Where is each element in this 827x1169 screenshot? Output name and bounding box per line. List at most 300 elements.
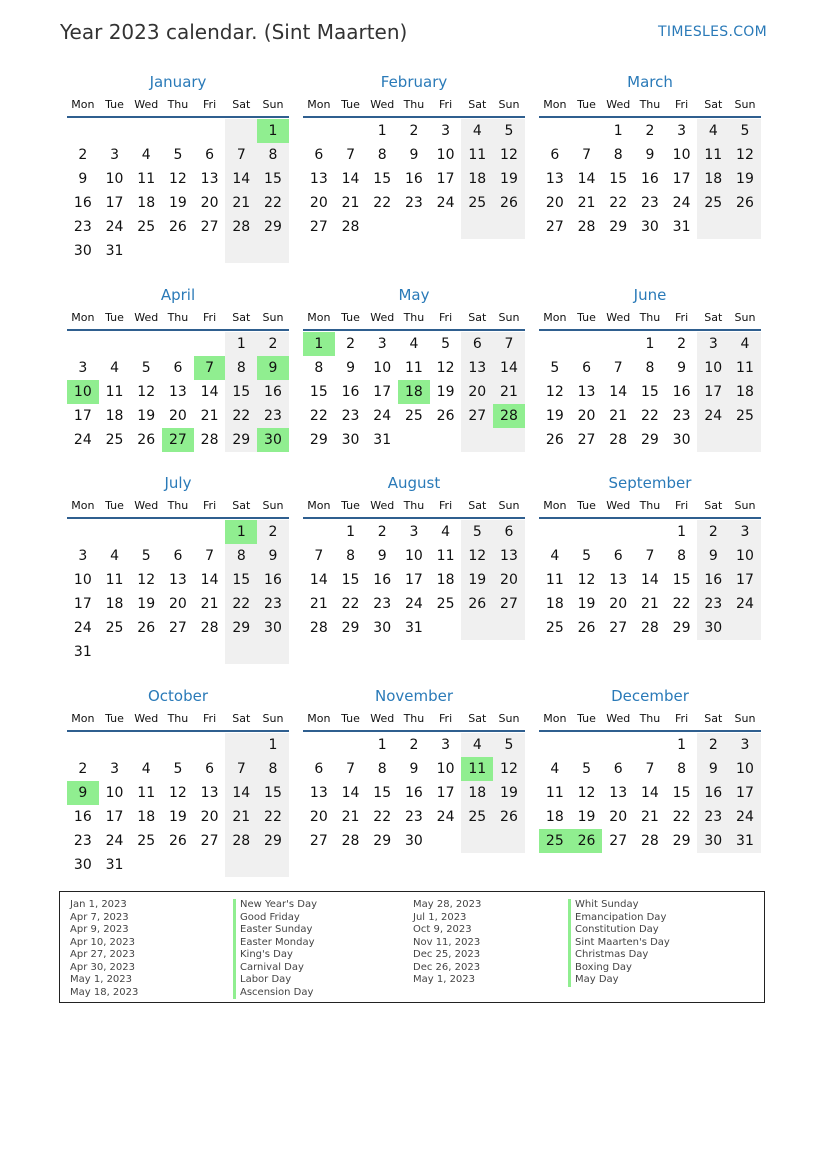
weekday-label: Sun [498, 498, 520, 512]
day-cell: 31 [729, 829, 761, 853]
day-cell: 23 [257, 404, 289, 428]
weekday-label: Wed [370, 498, 395, 512]
holiday-day-cell: 27 [162, 428, 194, 452]
day-cell: 25 [137, 833, 156, 849]
day-cell-empty [130, 239, 162, 263]
day-cell: 8 [257, 757, 289, 781]
header-rule [539, 116, 761, 118]
day-cell: 14 [341, 171, 360, 187]
days-grid [303, 733, 525, 853]
day-cell: 24 [729, 592, 761, 616]
day-cell-empty [130, 853, 162, 877]
day-cell: 26 [137, 432, 156, 448]
day-cell: 7 [205, 548, 215, 564]
weekday-label: Sat [468, 310, 487, 324]
weekday-label: Sun [498, 310, 520, 324]
month-name: March [627, 73, 673, 91]
day-cell: 27 [577, 432, 596, 448]
day-cell: 6 [613, 761, 623, 777]
day-cell: 17 [404, 572, 423, 588]
days-grid [67, 520, 289, 664]
day-cell: 7 [346, 761, 355, 777]
day-cell: 5 [582, 548, 591, 564]
weekday-label: Mon [307, 310, 331, 324]
holiday-day-cell: 1 [303, 332, 335, 356]
day-cell-empty [162, 520, 194, 544]
holiday-day-cell: 26 [571, 829, 603, 853]
day-cell: 5 [441, 336, 451, 352]
header-rule [303, 730, 525, 732]
day-cell: 28 [341, 219, 360, 235]
holiday-legend [59, 891, 765, 1003]
day-cell: 29 [341, 620, 360, 636]
day-cell: 9 [346, 360, 355, 376]
day-cell: 6 [173, 360, 183, 376]
day-cell: 14 [640, 572, 659, 588]
holiday-day-cell: 9 [257, 356, 289, 380]
weekday-label: Wed [370, 97, 395, 111]
day-cell: 4 [729, 332, 761, 356]
day-cell-empty [335, 733, 367, 757]
day-cell: 26 [168, 833, 187, 849]
weekday-label: Thu [403, 97, 425, 111]
holiday-date: Nov 11, 2023 [413, 936, 481, 948]
day-cell: 4 [461, 119, 493, 143]
day-cell: 6 [613, 548, 623, 564]
weekday-label: Fri [675, 310, 689, 324]
day-cell: 26 [461, 592, 493, 616]
weekday-label: Sat [232, 310, 251, 324]
weekday-label: Tue [577, 711, 596, 725]
day-cell: 4 [550, 548, 560, 564]
day-cell-empty [335, 119, 367, 143]
day-cell: 30 [404, 833, 423, 849]
day-cell-empty [257, 640, 289, 664]
day-cell-empty [461, 215, 493, 239]
day-cell: 11 [137, 785, 156, 801]
month-june [539, 285, 761, 452]
day-cell: 30 [73, 243, 92, 259]
day-cell: 30 [640, 219, 659, 235]
days-grid [67, 119, 289, 263]
days-grid [303, 119, 525, 239]
weekday-label: Mon [307, 711, 331, 725]
day-cell: 15 [373, 171, 392, 187]
day-cell: 16 [73, 809, 92, 825]
day-cell-empty [99, 733, 131, 757]
day-cell: 15 [640, 384, 659, 400]
day-cell: 23 [257, 592, 289, 616]
day-cell: 17 [373, 384, 392, 400]
day-cell: 5 [173, 761, 183, 777]
day-cell: 1 [645, 336, 655, 352]
month-august [303, 473, 525, 640]
day-cell-empty [571, 332, 603, 356]
day-cell: 19 [436, 384, 455, 400]
holiday-date: Dec 26, 2023 [413, 961, 481, 973]
day-cell: 28 [341, 833, 360, 849]
day-cell: 2 [409, 737, 419, 753]
weekday-label: Wed [134, 310, 159, 324]
weekday-label: Thu [639, 310, 661, 324]
holiday-day-cell: 28 [493, 404, 525, 428]
day-cell-empty [194, 640, 226, 664]
day-cell: 17 [729, 568, 761, 592]
day-cell: 3 [729, 520, 761, 544]
weekday-label: Thu [403, 711, 425, 725]
days-grid [539, 332, 761, 452]
header-rule [67, 116, 289, 118]
day-cell: 11 [545, 572, 564, 588]
day-cell: 4 [409, 336, 419, 352]
day-cell: 9 [409, 147, 419, 163]
day-cell: 24 [404, 596, 423, 612]
day-cell: 16 [404, 171, 423, 187]
holiday-name: Easter Monday [233, 937, 317, 950]
day-cell: 27 [609, 833, 628, 849]
day-cell: 21 [609, 408, 628, 424]
day-cell: 25 [105, 620, 124, 636]
day-cell: 16 [697, 568, 729, 592]
weekday-label: Wed [370, 310, 395, 324]
day-cell: 24 [729, 805, 761, 829]
holiday-date: Apr 10, 2023 [70, 936, 136, 948]
weekday-label: Sat [468, 498, 487, 512]
day-cell-empty [225, 733, 257, 757]
day-cell: 12 [436, 360, 455, 376]
day-cell: 11 [137, 171, 156, 187]
day-cell: 13 [168, 384, 187, 400]
day-cell: 7 [582, 147, 591, 163]
day-cell: 8 [225, 356, 257, 380]
day-cell: 11 [545, 785, 564, 801]
day-cell: 21 [200, 596, 219, 612]
day-cell: 22 [373, 195, 392, 211]
day-cell: 2 [346, 336, 355, 352]
day-cell-empty [697, 215, 729, 239]
day-cell: 4 [110, 360, 119, 376]
day-cell: 20 [609, 809, 628, 825]
weekday-header [303, 92, 525, 116]
day-cell: 21 [640, 809, 659, 825]
day-cell: 16 [640, 171, 659, 187]
day-cell: 3 [78, 548, 88, 564]
month-name: November [374, 687, 454, 705]
weekday-label: Mon [307, 498, 331, 512]
holiday-date: Oct 9, 2023 [413, 924, 472, 935]
day-cell-empty [194, 119, 226, 143]
day-cell: 26 [493, 191, 525, 215]
day-cell: 16 [404, 785, 423, 801]
day-cell: 8 [257, 143, 289, 167]
legend-dates-col-2 [413, 899, 481, 987]
day-cell: 7 [314, 548, 324, 564]
day-cell: 5 [493, 733, 525, 757]
day-cell: 10 [436, 761, 455, 777]
day-cell-empty [257, 853, 289, 877]
day-cell-empty [461, 829, 493, 853]
day-cell-empty [130, 119, 162, 143]
day-cell-empty [539, 520, 571, 544]
day-cell: 13 [577, 384, 596, 400]
day-cell: 2 [257, 332, 289, 356]
day-cell: 6 [582, 360, 591, 376]
day-cell: 15 [225, 568, 257, 592]
day-cell: 15 [672, 785, 691, 801]
day-cell-empty [162, 640, 194, 664]
day-cell: 26 [436, 408, 455, 424]
weekday-label: Tue [577, 498, 596, 512]
day-cell: 14 [200, 384, 219, 400]
weekday-label: Tue [341, 498, 360, 512]
legend-names-col-2 [568, 899, 670, 987]
day-cell-empty [162, 332, 194, 356]
day-cell: 12 [545, 384, 564, 400]
day-cell: 19 [493, 781, 525, 805]
day-cell-empty [162, 853, 194, 877]
day-cell: 28 [640, 620, 659, 636]
holiday-date: May 28, 2023 [413, 899, 482, 910]
holiday-name: Boxing Day [568, 962, 670, 975]
day-cell: 22 [225, 592, 257, 616]
day-cell: 7 [493, 332, 525, 356]
day-cell: 11 [697, 143, 729, 167]
day-cell: 24 [672, 195, 691, 211]
weekday-label: Mon [71, 97, 95, 111]
header-rule [303, 517, 525, 519]
day-cell: 2 [78, 147, 88, 163]
day-cell-empty [162, 119, 194, 143]
month-april [67, 285, 289, 452]
days-grid [303, 520, 525, 640]
day-cell: 5 [141, 360, 151, 376]
day-cell-empty [99, 332, 131, 356]
day-cell: 22 [672, 809, 691, 825]
day-cell-empty [225, 119, 257, 143]
day-cell-empty [493, 215, 525, 239]
day-cell: 27 [200, 833, 219, 849]
weekday-label: Sat [704, 310, 723, 324]
holiday-day-cell: 7 [194, 356, 226, 380]
day-cell: 10 [729, 544, 761, 568]
day-cell: 25 [545, 620, 564, 636]
day-cell: 30 [697, 616, 729, 640]
holiday-day-cell: 25 [539, 829, 571, 853]
day-cell: 10 [73, 572, 92, 588]
weekday-label: Sat [232, 711, 251, 725]
day-cell: 25 [137, 219, 156, 235]
day-cell: 21 [225, 805, 257, 829]
day-cell: 22 [257, 805, 289, 829]
day-cell: 14 [609, 384, 628, 400]
weekday-label: Fri [203, 711, 217, 725]
day-cell: 22 [640, 408, 659, 424]
holiday-date: Apr 27, 2023 [70, 949, 136, 960]
weekday-label: Fri [439, 310, 453, 324]
holiday-day-cell: 1 [257, 119, 289, 143]
day-cell: 26 [729, 191, 761, 215]
day-cell: 14 [225, 167, 257, 191]
header-rule [303, 116, 525, 118]
day-cell: 12 [137, 384, 156, 400]
day-cell-empty [225, 853, 257, 877]
weekday-label: Tue [105, 97, 124, 111]
page-title: Year 2023 calendar. (Sint Maarten) [60, 20, 408, 44]
day-cell: 14 [493, 356, 525, 380]
day-cell: 12 [137, 572, 156, 588]
day-cell-empty [493, 616, 525, 640]
day-cell: 18 [105, 408, 124, 424]
header-rule [67, 730, 289, 732]
days-grid [303, 332, 525, 452]
day-cell: 8 [677, 548, 687, 564]
day-cell: 29 [225, 428, 257, 452]
day-cell: 18 [545, 809, 564, 825]
weekday-label: Thu [167, 711, 189, 725]
day-cell: 26 [137, 620, 156, 636]
day-cell: 4 [110, 548, 119, 564]
day-cell: 24 [105, 833, 124, 849]
day-cell: 19 [137, 596, 156, 612]
site-link[interactable]: TIMESLES.COM [658, 24, 767, 40]
weekday-label: Sat [468, 711, 487, 725]
holiday-name: Christmas Day [568, 949, 670, 962]
day-cell: 23 [697, 592, 729, 616]
day-cell: 9 [645, 147, 655, 163]
day-cell: 1 [677, 524, 687, 540]
weekday-label: Sun [262, 498, 284, 512]
day-cell: 28 [200, 432, 219, 448]
day-cell: 13 [609, 572, 628, 588]
month-name: June [633, 286, 667, 304]
month-name: July [164, 474, 192, 492]
day-cell: 28 [640, 833, 659, 849]
days-grid [539, 119, 761, 239]
day-cell-empty [729, 215, 761, 239]
weekday-label: Mon [71, 310, 95, 324]
holiday-date: Dec 25, 2023 [413, 949, 481, 960]
day-cell-empty [430, 215, 462, 239]
day-cell-empty [67, 119, 99, 143]
day-cell: 21 [309, 596, 328, 612]
day-cell: 29 [257, 829, 289, 853]
day-cell: 12 [493, 143, 525, 167]
day-cell: 27 [545, 219, 564, 235]
day-cell: 20 [309, 195, 328, 211]
holiday-name: Sint Maarten's Day [568, 937, 670, 950]
day-cell: 22 [341, 596, 360, 612]
holiday-day-cell: 10 [67, 380, 99, 404]
day-cell: 30 [73, 857, 92, 873]
day-cell: 4 [141, 761, 151, 777]
day-cell: 12 [168, 171, 187, 187]
day-cell-empty [130, 640, 162, 664]
day-cell: 21 [577, 195, 596, 211]
day-cell: 23 [341, 408, 360, 424]
day-cell: 20 [577, 408, 596, 424]
holiday-day-cell: 30 [257, 428, 289, 452]
days-grid [539, 520, 761, 640]
day-cell: 10 [672, 147, 691, 163]
day-cell-empty [602, 332, 634, 356]
day-cell-empty [99, 119, 131, 143]
day-cell: 24 [105, 219, 124, 235]
day-cell: 28 [225, 215, 257, 239]
day-cell: 29 [640, 432, 659, 448]
day-cell: 6 [314, 147, 324, 163]
weekday-label: Mon [543, 310, 567, 324]
month-january [67, 72, 289, 263]
weekday-label: Tue [341, 97, 360, 111]
day-cell: 12 [168, 785, 187, 801]
day-cell: 10 [105, 785, 124, 801]
holiday-name: New Year's Day [233, 899, 317, 912]
day-cell: 3 [677, 123, 687, 139]
day-cell-empty [697, 428, 729, 452]
month-october [67, 686, 289, 877]
day-cell: 21 [200, 408, 219, 424]
day-cell: 13 [609, 785, 628, 801]
day-cell: 26 [493, 805, 525, 829]
holiday-day-cell: 18 [398, 380, 430, 404]
day-cell: 7 [225, 143, 257, 167]
day-cell: 31 [373, 432, 392, 448]
day-cell: 2 [257, 520, 289, 544]
day-cell: 15 [341, 572, 360, 588]
day-cell: 20 [200, 195, 219, 211]
month-november [303, 686, 525, 853]
day-cell: 21 [341, 809, 360, 825]
day-cell-empty [67, 520, 99, 544]
day-cell: 30 [373, 620, 392, 636]
day-cell: 9 [409, 761, 419, 777]
day-cell: 31 [672, 219, 691, 235]
weekday-label: Tue [341, 711, 360, 725]
holiday-day-cell: 1 [225, 520, 257, 544]
day-cell-empty [67, 733, 99, 757]
weekday-label: Sun [734, 498, 756, 512]
month-may [303, 285, 525, 452]
day-cell: 1 [377, 123, 387, 139]
days-grid [67, 332, 289, 452]
day-cell: 3 [697, 332, 729, 356]
day-cell: 16 [257, 380, 289, 404]
day-cell: 9 [78, 171, 88, 187]
day-cell: 29 [225, 616, 257, 640]
day-cell: 6 [314, 761, 324, 777]
day-cell-empty [303, 520, 335, 544]
weekday-header [539, 493, 761, 517]
day-cell: 4 [697, 119, 729, 143]
day-cell: 25 [105, 432, 124, 448]
weekday-label: Sun [262, 310, 284, 324]
day-cell: 7 [645, 761, 655, 777]
day-cell: 14 [577, 171, 596, 187]
day-cell: 6 [205, 761, 215, 777]
day-cell: 4 [141, 147, 151, 163]
day-cell-empty [729, 616, 761, 640]
day-cell: 13 [461, 356, 493, 380]
day-cell: 18 [461, 781, 493, 805]
weekday-label: Thu [639, 498, 661, 512]
weekday-label: Fri [439, 711, 453, 725]
day-cell: 30 [341, 432, 360, 448]
month-name: January [149, 73, 207, 91]
day-cell: 29 [672, 833, 691, 849]
day-cell: 18 [461, 167, 493, 191]
weekday-label: Mon [71, 711, 95, 725]
day-cell: 10 [729, 757, 761, 781]
